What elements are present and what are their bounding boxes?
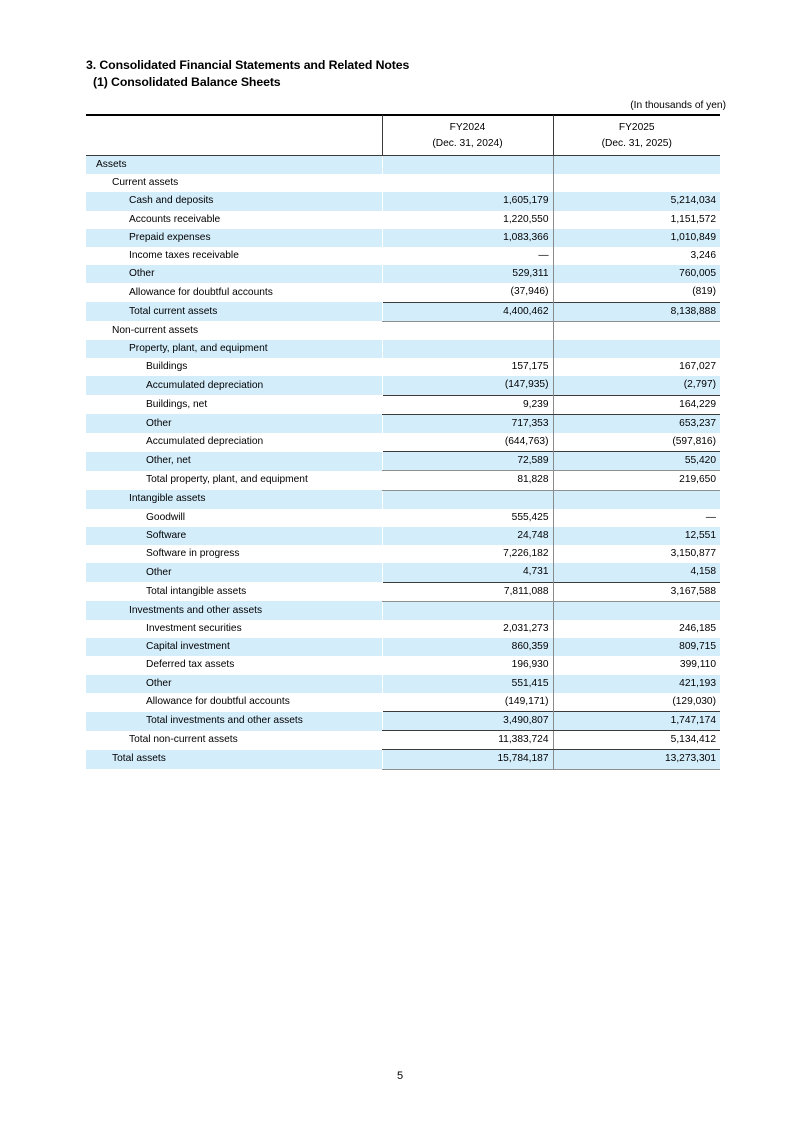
row-label: Total investments and other assets [86, 712, 382, 731]
row-value-fy2025 [553, 340, 720, 358]
table-row [86, 302, 720, 321]
row-value-fy2024: 81,828 [382, 471, 553, 490]
row-label: Accounts receivable [86, 211, 382, 229]
table-body [86, 156, 720, 770]
document-headings [86, 57, 726, 111]
row-value-fy2024: 9,239 [382, 395, 553, 414]
row-label: Total property, plant, and equipment [86, 471, 382, 490]
row-value-fy2025: 219,650 [553, 471, 720, 490]
row-value-fy2024: 2,031,273 [382, 620, 553, 638]
table-row [86, 675, 720, 693]
row-value-fy2025: 167,027 [553, 358, 720, 376]
row-value-fy2024: 529,311 [382, 265, 553, 283]
header-cell-fy2024 [382, 115, 553, 156]
row-value-fy2024: 7,226,182 [382, 545, 553, 563]
row-value-fy2024: 196,930 [382, 656, 553, 674]
row-label: Allowance for doubtful accounts [86, 283, 382, 302]
table-row [86, 211, 720, 229]
row-value-fy2025: — [553, 509, 720, 527]
row-label: Other, net [86, 452, 382, 471]
table-row [86, 452, 720, 471]
row-value-fy2024: 11,383,724 [382, 731, 553, 750]
row-value-fy2024 [382, 601, 553, 620]
table-header-row [86, 115, 720, 156]
row-value-fy2024: 4,731 [382, 563, 553, 582]
table-row [86, 656, 720, 674]
row-value-fy2024: 15,784,187 [382, 750, 553, 769]
row-value-fy2024: 1,605,179 [382, 192, 553, 210]
row-value-fy2025: 8,138,888 [553, 302, 720, 321]
table-row [86, 247, 720, 265]
row-label: Assets [86, 156, 382, 175]
row-value-fy2025: (819) [553, 283, 720, 302]
table-row [86, 620, 720, 638]
table-row [86, 731, 720, 750]
row-value-fy2024: 3,490,807 [382, 712, 553, 731]
row-value-fy2024: 4,400,462 [382, 302, 553, 321]
header-cell-fy2025 [553, 115, 720, 156]
row-label: Allowance for doubtful accounts [86, 693, 382, 712]
row-value-fy2025 [553, 174, 720, 192]
row-value-fy2024 [382, 321, 553, 340]
table-row [86, 471, 720, 490]
row-label: Income taxes receivable [86, 247, 382, 265]
row-label: Deferred tax assets [86, 656, 382, 674]
table-row [86, 376, 720, 395]
row-value-fy2024: 555,425 [382, 509, 553, 527]
units-note: (In thousands of yen) [630, 100, 726, 111]
row-label: Investment securities [86, 620, 382, 638]
row-value-fy2025 [553, 156, 720, 175]
row-label: Goodwill [86, 509, 382, 527]
table-row [86, 321, 720, 340]
table-row [86, 283, 720, 302]
page-number: 5 [396, 1070, 404, 1082]
table-row [86, 156, 720, 175]
row-value-fy2024: 72,589 [382, 452, 553, 471]
row-value-fy2025: 653,237 [553, 414, 720, 433]
table-row [86, 174, 720, 192]
row-value-fy2025: 5,214,034 [553, 192, 720, 210]
row-value-fy2025: (2,797) [553, 376, 720, 395]
table-row [86, 582, 720, 601]
row-value-fy2024: 717,353 [382, 414, 553, 433]
row-label: Buildings, net [86, 395, 382, 414]
row-value-fy2024 [382, 340, 553, 358]
row-label: Other [86, 563, 382, 582]
row-value-fy2025 [553, 601, 720, 620]
row-value-fy2024: (149,171) [382, 693, 553, 712]
table-row [86, 490, 720, 509]
row-label: Cash and deposits [86, 192, 382, 210]
table-row [86, 527, 720, 545]
table-row [86, 509, 720, 527]
page-subtitle: (1) Consolidated Balance Sheets [93, 75, 281, 89]
header-fy2025-label: FY2025 [618, 122, 655, 133]
row-label: Total intangible assets [86, 582, 382, 601]
table-row [86, 712, 720, 731]
row-label: Software [86, 527, 382, 545]
row-label: Capital investment [86, 638, 382, 656]
row-value-fy2025: (129,030) [553, 693, 720, 712]
row-label: Other [86, 675, 382, 693]
row-value-fy2025: 3,167,588 [553, 582, 720, 601]
table-row [86, 265, 720, 283]
row-value-fy2024: 157,175 [382, 358, 553, 376]
table-row [86, 545, 720, 563]
row-value-fy2024: 1,220,550 [382, 211, 553, 229]
table-row [86, 229, 720, 247]
row-label: Other [86, 265, 382, 283]
row-value-fy2024: 7,811,088 [382, 582, 553, 601]
header-fy2025-date: (Dec. 31, 2025) [601, 137, 672, 149]
row-label: Current assets [86, 174, 382, 192]
row-value-fy2024: (147,935) [382, 376, 553, 395]
row-value-fy2024 [382, 174, 553, 192]
page-title: 3. Consolidated Financial Statements and Related Notes [86, 58, 410, 72]
row-label: Software in progress [86, 545, 382, 563]
row-label: Property, plant, and equipment [86, 340, 382, 358]
row-label: Prepaid expenses [86, 229, 382, 247]
row-value-fy2025: 13,273,301 [553, 750, 720, 769]
table-row [86, 563, 720, 582]
row-value-fy2025: 12,551 [553, 527, 720, 545]
row-value-fy2025: 399,110 [553, 656, 720, 674]
row-value-fy2025 [553, 321, 720, 340]
row-label: Total non-current assets [86, 731, 382, 750]
table-row [86, 750, 720, 769]
row-label: Total current assets [86, 302, 382, 321]
row-value-fy2025: 4,158 [553, 563, 720, 582]
row-value-fy2025: 3,246 [553, 247, 720, 265]
row-value-fy2025: (597,816) [553, 433, 720, 452]
row-value-fy2024 [382, 490, 553, 509]
row-value-fy2024: 1,083,366 [382, 229, 553, 247]
table-row [86, 693, 720, 712]
row-label: Accumulated depreciation [86, 376, 382, 395]
row-value-fy2024 [382, 156, 553, 175]
table-row [86, 395, 720, 414]
table-row [86, 433, 720, 452]
table-row [86, 601, 720, 620]
row-label: Investments and other assets [86, 601, 382, 620]
table-row [86, 340, 720, 358]
row-label: Total assets [86, 750, 382, 769]
row-label: Accumulated depreciation [86, 433, 382, 452]
row-value-fy2025: 55,420 [553, 452, 720, 471]
row-value-fy2024: (644,763) [382, 433, 553, 452]
row-value-fy2025: 1,010,849 [553, 229, 720, 247]
header-fy2024-label: FY2024 [449, 122, 486, 133]
row-value-fy2025: 1,747,174 [553, 712, 720, 731]
row-value-fy2025: 246,185 [553, 620, 720, 638]
row-value-fy2025: 809,715 [553, 638, 720, 656]
row-value-fy2025: 3,150,877 [553, 545, 720, 563]
table-row [86, 414, 720, 433]
row-label: Buildings [86, 358, 382, 376]
table-head [86, 115, 720, 156]
row-value-fy2025: 5,134,412 [553, 731, 720, 750]
table-row [86, 638, 720, 656]
row-value-fy2025 [553, 490, 720, 509]
row-value-fy2025: 421,193 [553, 675, 720, 693]
row-value-fy2025: 760,005 [553, 265, 720, 283]
balance-sheet-table [86, 115, 720, 770]
header-cell-label [86, 115, 382, 156]
row-label: Other [86, 414, 382, 433]
row-value-fy2024: — [382, 247, 553, 265]
row-value-fy2024: 24,748 [382, 527, 553, 545]
table-row [86, 192, 720, 210]
row-value-fy2025: 164,229 [553, 395, 720, 414]
row-value-fy2024: (37,946) [382, 283, 553, 302]
row-label: Intangible assets [86, 490, 382, 509]
row-value-fy2024: 860,359 [382, 638, 553, 656]
row-value-fy2025: 1,151,572 [553, 211, 720, 229]
header-fy2024-date: (Dec. 31, 2024) [432, 137, 503, 149]
row-value-fy2024: 551,415 [382, 675, 553, 693]
table-row [86, 358, 720, 376]
row-label: Non-current assets [86, 321, 382, 340]
